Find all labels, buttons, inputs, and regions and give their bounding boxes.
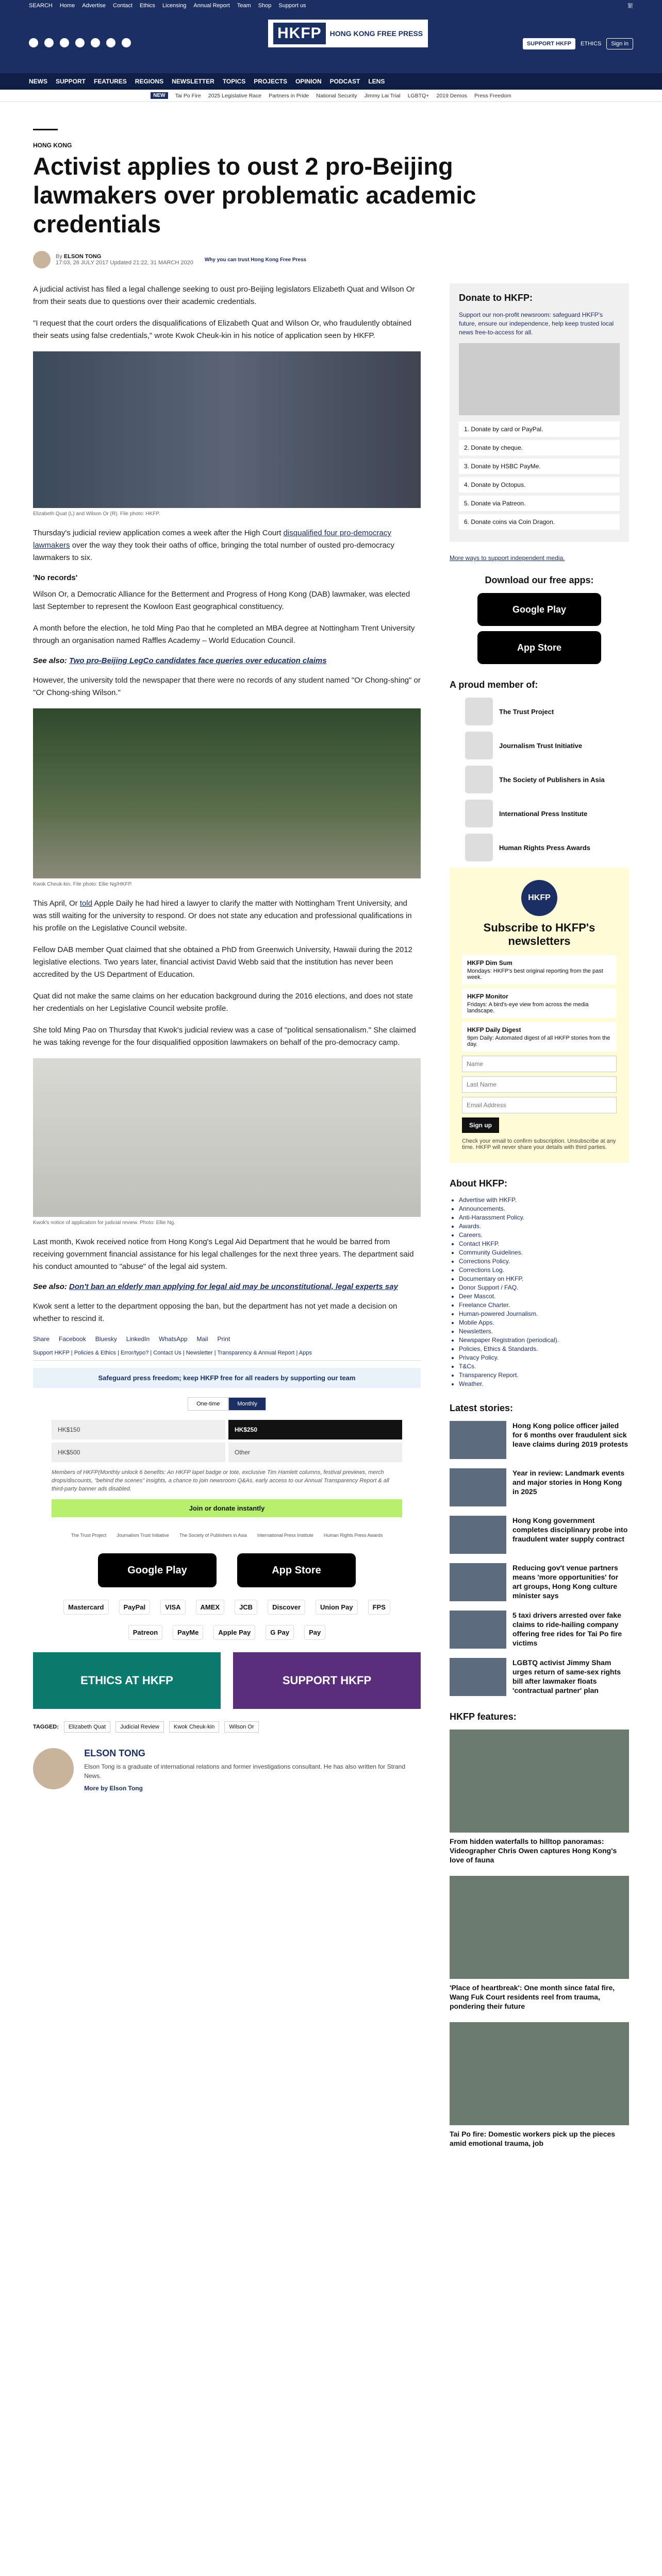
nav-item-newsletter[interactable]: NEWSLETTER [172, 78, 214, 85]
about-title: About HKFP: [450, 1178, 507, 1189]
about-link[interactable]: • Human-powered Journalism. [459, 1310, 629, 1317]
byline [33, 251, 629, 268]
tag[interactable]: Elizabeth Quat [64, 1721, 110, 1733]
membership-perks: Members of HKFP(Monthly unlock 6 benefits: An HKFP lapel badge or tote, exclusive Tim Hamlett columns, festival previews, merch drops/discounts, "behind the scenes" insights, a chance to join newsroom Q&As, early access to our Annual Transparency Report & all third-party banner ads disabled. [52, 1469, 389, 1492]
member-title: A proud member of: [450, 680, 538, 690]
feature-title[interactable]: Tai Po fire: Domestic workers pick up the pieces amid emotional trauma, job [450, 2130, 616, 2147]
instagram-icon[interactable] [60, 38, 69, 47]
google-play-badge[interactable]: Google Play [98, 1553, 217, 1587]
top-link[interactable]: Home [59, 3, 75, 9]
nav-item-podcast[interactable]: PODCAST [329, 78, 360, 85]
author-link[interactable]: ELSON TONG [63, 253, 102, 260]
trust-link[interactable]: Why you can trust Hong Kong Free Press [204, 257, 307, 263]
about-link[interactable]: • Mobile Apps. [459, 1319, 629, 1326]
article-dates: 17:03, 26 JULY 2017 Updated 21:22, 31 MARCH 2020 [56, 260, 193, 266]
donate-option[interactable]: 6. Donate coins via Coin Dragon. [459, 514, 620, 530]
tag[interactable]: Kwok Cheuk-kin [169, 1721, 219, 1733]
about-link[interactable]: • Documentary on HKFP. [459, 1275, 629, 1282]
share-bluesky[interactable]: Bluesky [95, 1335, 117, 1343]
about-link[interactable]: • Donor Support / FAQ. [459, 1284, 629, 1291]
tag[interactable]: Judicial Review [115, 1721, 164, 1733]
member-name: International Press Institute [499, 809, 588, 818]
hrpa-icon [465, 834, 493, 861]
fps-icon: FPS [368, 1600, 390, 1615]
jti-icon [465, 732, 493, 759]
ethics-link[interactable]: ETHICS [581, 41, 602, 47]
hkfp-badge: HKFP [521, 880, 557, 916]
donate-option[interactable]: 4. Donate by Octopus. [459, 477, 620, 493]
member-item[interactable] [465, 732, 629, 759]
site-header [0, 11, 662, 73]
see-also-link[interactable]: Don't ban an elderly man applying for legal aid may be unconstitutional, legal experts say [69, 1282, 398, 1291]
about-link[interactable]: • Policies, Ethics & Standards. [459, 1345, 629, 1352]
signup-button[interactable]: Sign up [462, 1117, 499, 1133]
facebook-icon[interactable] [29, 38, 38, 47]
share-bar [33, 1335, 421, 1343]
share-print[interactable]: Print [217, 1335, 230, 1343]
feature-item[interactable] [450, 2022, 629, 2148]
member-item[interactable] [465, 766, 629, 793]
youtube-icon[interactable] [75, 38, 85, 47]
text: Thursday's judicial review application comes a week after the High Court [33, 529, 284, 537]
author-photo[interactable] [33, 1748, 74, 1789]
visa-icon: VISA [160, 1600, 185, 1615]
newsletter-option[interactable] [462, 955, 617, 985]
story-thumbnail[interactable] [450, 1611, 506, 1649]
paragraph: Kwok sent a letter to the department opposing the ban, but the department has not yet made a decision on whether to rescind it. [33, 1302, 398, 1323]
amex-icon: AMEX [196, 1600, 225, 1615]
new-badge: NEW [151, 92, 168, 99]
feature-thumbnail[interactable] [450, 1730, 629, 1833]
see-also-label: See also: [33, 1282, 67, 1291]
trending-link[interactable]: National Security [316, 92, 357, 99]
author-bio: Elson Tong is a graduate of international relations and former investigations consultant. He has also written for Strand News. [84, 1763, 405, 1780]
amount-option-selected[interactable]: HK$250 [228, 1420, 402, 1439]
about-link[interactable]: • Privacy Policy. [459, 1354, 629, 1361]
pay-icon: Pay [304, 1625, 325, 1640]
article-title: Activist applies to oust 2 pro-Beijing lawmakers over problematic academic credentials [33, 152, 476, 238]
tag[interactable]: Wilson Or [224, 1721, 258, 1733]
google-pay-icon: G Pay [266, 1625, 294, 1640]
story-item[interactable] [450, 1516, 629, 1554]
donate-option[interactable]: 2. Donate by cheque. [459, 440, 620, 455]
inline-link[interactable]: told [79, 899, 93, 908]
donate-blurb[interactable]: Support our non-profit newsroom: safeguard HKFP's future, ensure our independence, help keep trusted local news free-to-access for all. [459, 311, 614, 336]
share-mail[interactable]: Mail [196, 1335, 208, 1343]
text: This April, Or [33, 899, 80, 908]
language-toggle[interactable]: 繁 [627, 3, 633, 9]
nav-item-support[interactable]: SUPPORT [56, 78, 86, 85]
patreon-icon: Patreon [128, 1625, 162, 1640]
feature-thumbnail[interactable] [450, 1876, 629, 1979]
jti-logo[interactable]: Journalism Trust Initiative [117, 1533, 169, 1538]
about-link[interactable]: • Deer Mascot. [459, 1293, 629, 1300]
tag-list [33, 1721, 421, 1733]
nav-item-lens[interactable]: LENS [368, 78, 385, 85]
member-logos-row [33, 1533, 421, 1538]
see-also [33, 1282, 421, 1291]
newsletter-name: HKFP Daily Digest [467, 1026, 521, 1033]
payme-icon: PayMe [173, 1625, 203, 1640]
member-item[interactable] [465, 698, 629, 725]
about-link[interactable]: • Awards. [459, 1223, 629, 1230]
ethics-banner[interactable]: ETHICS AT HKFP [33, 1652, 221, 1709]
about-link[interactable]: • Corrections Log. [459, 1266, 629, 1274]
top-link[interactable]: Team [237, 3, 251, 9]
nav-item-opinion[interactable]: OPINION [295, 78, 322, 85]
payment-methods [52, 1600, 402, 1640]
story-thumbnail[interactable] [450, 1468, 506, 1506]
donate-title: Donate to HKFP: [459, 293, 533, 303]
newsletter-name: HKFP Dim Sum [467, 959, 512, 967]
by-label: By [56, 253, 62, 260]
story-thumbnail[interactable] [450, 1658, 506, 1696]
trending-link[interactable]: Jimmy Lai Trial [364, 92, 401, 99]
nav-item-news[interactable]: NEWS [29, 78, 47, 85]
signin-button[interactable]: Sign in [606, 38, 633, 49]
app-store-badge[interactable]: App Store [477, 631, 601, 664]
story-item[interactable] [450, 1468, 629, 1506]
trending-link[interactable]: Partners in Pride [269, 92, 309, 99]
about-link[interactable]: • Weather. [459, 1380, 629, 1387]
social-icons [29, 38, 131, 47]
inline-link[interactable]: disqualified four pro-democracy lawmakers [33, 529, 391, 550]
story-item[interactable] [450, 1611, 629, 1649]
story-item[interactable] [450, 1658, 629, 1696]
one-time-tab[interactable]: One-time [188, 1397, 228, 1411]
paragraph: A month before the election, he told Ming Pao that he completed an MBA degree at Nottingham Trent University through an organisation named Raffles Academy – World Education Council. [33, 624, 415, 645]
section-heading: 'No records' [33, 573, 78, 582]
apple-pay-icon: Apple Pay [213, 1625, 255, 1640]
jcb-icon: JCB [235, 1600, 257, 1615]
about-link[interactable]: • Transparency Report. [459, 1371, 629, 1379]
feature-item[interactable] [450, 1876, 629, 2011]
top-link[interactable]: Contact [113, 3, 133, 9]
about-link[interactable]: • Announcements. [459, 1205, 629, 1212]
donate-image [459, 343, 620, 415]
newsletter-name: HKFP Monitor [467, 993, 508, 1000]
paragraph [33, 527, 421, 564]
about-link[interactable]: • T&Cs. [459, 1363, 629, 1370]
about-link[interactable]: • Advertise with HKFP. [459, 1196, 629, 1204]
trending-link[interactable]: Press Freedom [474, 92, 511, 99]
more-ways-link[interactable]: More ways to support independent media. [450, 554, 565, 562]
name-field[interactable] [462, 1056, 617, 1072]
paragraph: Fellow DAB member Quat claimed that she obtained a PhD from Greenwich University, Hawaii during the 2012 legislative elections. Two years later, financial activist David Webb said that the institution has never been accredited by the US Department of Education. [33, 945, 412, 979]
latest-title: Latest stories: [450, 1403, 514, 1413]
amount-option[interactable]: HK$150 [52, 1420, 225, 1439]
top-link[interactable]: Ethics [139, 3, 155, 9]
photo-caption: Kwok Cheuk-kin. File photo: Ellie Ng/HKFP. [33, 882, 133, 887]
about-link[interactable]: • Community Guidelines. [459, 1249, 629, 1256]
trending-bar [0, 90, 662, 102]
top-link[interactable]: Shop [258, 3, 272, 9]
site-logo[interactable] [268, 20, 428, 47]
top-link[interactable]: Annual Report [193, 3, 230, 9]
category-kicker[interactable]: HONG KONG [33, 142, 72, 149]
join-donate-button[interactable]: Join or donate instantly [52, 1499, 402, 1517]
story-title[interactable]: Hong Kong police officer jailed for 6 months over fraudulent sick leave claims during 2019 protests [512, 1421, 628, 1448]
member-item[interactable] [465, 800, 629, 827]
support-links-row[interactable]: Support HKFP | Policies & Ethics | Error/typo? | Contact Us | Newsletter | Transparency & Annual Report | Apps [33, 1350, 421, 1361]
trending-link[interactable]: 2019 Demos [436, 92, 467, 99]
trending-link[interactable]: LGBTQ+ [407, 92, 429, 99]
paragraph [33, 897, 421, 935]
feature-title[interactable]: 'Place of heartbreak': One month since fatal fire, Wang Fuk Court residents reel from trauma, pondering their future [450, 1984, 615, 2010]
top-link[interactable]: Advertise [82, 3, 106, 9]
x-icon[interactable] [44, 38, 54, 47]
share-linkedin[interactable]: LinkedIn [126, 1335, 150, 1343]
promo-banners [33, 1652, 421, 1709]
member-name: The Society of Publishers in Asia [499, 775, 605, 784]
feature-item[interactable] [450, 1730, 629, 1865]
support-hkfp-button[interactable]: SUPPORT HKFP [523, 38, 575, 49]
story-title[interactable]: LGBTQ activist Jimmy Sham urges return of same-sex rights bill after lawmaker floats 'contractual partner' plan [512, 1658, 621, 1694]
paragraph: A judicial activist has filed a legal challenge seeking to oust pro-Beijing legislators Elizabeth Quat and Wilson Or from their seats due to questions over their academic credentials. [33, 285, 415, 306]
features-list [450, 1730, 629, 2148]
features-title: HKFP features: [450, 1711, 517, 1722]
sopa-logo[interactable]: The Society of Publishers in Asia [179, 1533, 247, 1538]
app-store-badge[interactable]: App Store [237, 1553, 356, 1587]
feature-thumbnail[interactable] [450, 2022, 629, 2125]
author-more-link[interactable]: More by Elson Tong [84, 1785, 143, 1792]
top-link[interactable]: Licensing [162, 3, 187, 9]
paragraph: Quat did not make the same claims on her education background during the 2016 elections, and does not state her credentials on her Legislative Council website profile. [33, 992, 413, 1013]
donate-option[interactable]: 5. Donate via Patreon. [459, 496, 620, 511]
rss-icon[interactable] [122, 38, 131, 47]
about-link[interactable]: • Careers. [459, 1231, 629, 1239]
article-photo [33, 351, 421, 508]
newsletter-option[interactable] [462, 989, 617, 1018]
top-link[interactable]: Support us [278, 3, 306, 9]
trust-project-logo[interactable]: The Trust Project [71, 1533, 107, 1538]
article-photo [33, 1058, 421, 1217]
kicker-rule [33, 129, 58, 130]
newsletter-desc: Mondays: HKFP's best original reporting from the past week. [467, 968, 603, 980]
article-page [33, 129, 629, 2147]
ipi-logo[interactable]: International Press Institute [257, 1533, 313, 1538]
app-store-badges [33, 1553, 421, 1587]
sopa-icon [465, 766, 493, 793]
about-list [450, 1196, 629, 1387]
email-field[interactable] [462, 1097, 617, 1113]
newsletter-note: Check your email to confirm subscription. Unsubscribe at any time. HKFP will never share your details with third parties. [462, 1138, 616, 1150]
newsletter-box [450, 868, 629, 1163]
newsletter-desc: Fridays: A bird's-eye view from across the media landscape. [467, 1002, 589, 1014]
story-thumbnail[interactable] [450, 1421, 506, 1459]
apps-title: Download our free apps: [485, 575, 594, 585]
paragraph: Wilson Or, a Democratic Alliance for the Betterment and Progress of Hong Kong (DAB) lawmaker, was elected last September to represent the Kowloon East geographical constituency. [33, 590, 410, 611]
story-item[interactable] [450, 1563, 629, 1601]
monthly-tab[interactable]: Monthly [228, 1397, 266, 1411]
nav-item-projects[interactable]: PROJECTS [254, 78, 287, 85]
unionpay-icon: Union Pay [316, 1600, 358, 1615]
donation-amounts [52, 1420, 402, 1462]
discover-icon: Discover [268, 1600, 305, 1615]
ipi-icon [465, 800, 493, 827]
last-name-field[interactable] [462, 1076, 617, 1093]
feature-title[interactable]: From hidden waterfalls to hilltop panoramas: Videographer Chris Owen captures Hong Kong's love of fauna [450, 1837, 617, 1864]
story-title[interactable]: Hong Kong government completes disciplinary probe into fraudulent water supply contract [512, 1516, 628, 1543]
newsletter-option[interactable] [462, 1022, 617, 1052]
hrpa-logo[interactable]: Human Rights Press Awards [323, 1533, 383, 1538]
main-nav [0, 73, 662, 90]
logo-text: HONG KONG FREE PRESS [329, 29, 423, 38]
about-link[interactable]: • Anti-Harassment Policy. [459, 1214, 629, 1221]
about-link[interactable]: • Freelance Charter. [459, 1301, 629, 1309]
donate-option[interactable]: 1. Donate by card or PayPal. [459, 421, 620, 437]
nav-item-topics[interactable]: TOPICS [222, 78, 246, 85]
text: over the way they took their oaths of office, bringing the total number of ousted pro-democracy lawmakers to six. [33, 541, 394, 562]
search-link[interactable]: SEARCH [29, 3, 53, 9]
author-name[interactable]: ELSON TONG [84, 1748, 145, 1758]
donation-frequency-toggle [33, 1397, 421, 1411]
tagged-label: TAGGED: [33, 1724, 59, 1730]
story-title[interactable]: 5 taxi drivers arrested over fake claims to ride-hailing company offering free rides for Tai Po fire victims [512, 1611, 622, 1647]
article-photo [33, 708, 421, 878]
author-avatar[interactable] [33, 251, 51, 268]
donate-option[interactable]: 3. Donate by HSBC PayMe. [459, 459, 620, 474]
newsletter-desc: 9pm Daily: Automated digest of all HKFP stories from the day. [467, 1035, 610, 1047]
mastercard-icon: Mastercard [63, 1600, 108, 1615]
story-title[interactable]: Year in review: Landmark events and major stories in Hong Kong in 2025 [512, 1469, 625, 1496]
story-item[interactable] [450, 1421, 629, 1459]
threads-icon[interactable] [91, 38, 100, 47]
nav-item-regions[interactable]: REGIONS [135, 78, 164, 85]
article-body [33, 283, 421, 1793]
paragraph: Last month, Kwok received notice from Hong Kong's Legal Aid Department that he would be barred from receiving government financial assistance for his legal challenges for the next three years. The department said his conduct amounted to "abuse" of the legal aid system. [33, 1238, 414, 1271]
see-also [33, 656, 421, 665]
paragraph: "I request that the court orders the disqualifications of Elizabeth Quat and Wilson Or, who fraudulently obtained their seats using false credentials," wrote Kwok Cheuk-kin in his notice of application seen by HKFP. [33, 319, 412, 340]
share-whatsapp[interactable]: WhatsApp [159, 1335, 188, 1343]
photo-caption: Kwok's notice of application for judicial review. Photo: Ellie Ng. [33, 1220, 175, 1226]
logo-mark: HKFP [273, 23, 326, 44]
share-label: Share [33, 1335, 50, 1343]
text: Apple Daily he had hired a lawyer to clarify the matter with Nottingham Trent University, and was still waiting for the university to respond. Or does not state any education and professional qualifications in his profile on the Legislative Council website. [33, 899, 412, 933]
member-name: The Trust Project [499, 707, 554, 716]
newsletter-title: Subscribe to HKFP's newsletters [483, 921, 595, 947]
see-also-link[interactable]: Two pro-Beijing LegCo candidates face queries over education claims [69, 656, 327, 665]
amount-option[interactable]: HK$500 [52, 1443, 225, 1462]
member-name: Journalism Trust Initiative [499, 741, 583, 750]
support-banner[interactable]: SUPPORT HKFP [233, 1652, 421, 1709]
bluesky-icon[interactable] [106, 38, 115, 47]
google-play-badge[interactable]: Google Play [477, 593, 601, 626]
trending-link[interactable]: 2025 Legislative Race [208, 92, 262, 99]
share-facebook[interactable]: Facebook [59, 1335, 86, 1343]
about-link[interactable]: • Contact HKFP. [459, 1240, 629, 1247]
photo-caption: Elizabeth Quat (L) and Wilson Or (R). File photo: HKFP. [33, 511, 160, 517]
story-thumbnail[interactable] [450, 1563, 506, 1601]
latest-stories [450, 1421, 629, 1696]
about-link[interactable]: • Newsletters. [459, 1328, 629, 1335]
top-utility-bar [0, 0, 662, 11]
member-name: Human Rights Press Awards [499, 843, 590, 852]
story-title[interactable]: Reducing gov't venue partners means 'more opportunities' for art groups, Hong Kong culture minister says [512, 1564, 619, 1600]
sidebar-app-badges [450, 593, 629, 664]
about-link[interactable]: • Newspaper Registration (periodical). [459, 1336, 629, 1344]
member-item[interactable] [465, 834, 629, 861]
paragraph: However, the university told the newspaper that there were no records of any student named "Or Chong-shing" or "Or Chong-shing Wilson." [33, 676, 421, 697]
paragraph: She told Ming Pao on Thursday that Kwok's judicial review was a case of "political sensationalism." She claimed he was taking revenge for the four disqualified opposition lawmakers on behalf of the pro-democracy camp. [33, 1026, 416, 1047]
donate-box [450, 283, 629, 542]
paypal-icon: PayPal [119, 1600, 151, 1615]
author-box [33, 1748, 421, 1793]
about-link[interactable]: • Corrections Policy. [459, 1258, 629, 1265]
story-thumbnail[interactable] [450, 1516, 506, 1554]
donation-banner: Safeguard press freedom; keep HKFP free for all readers by supporting our team [33, 1368, 421, 1388]
trust-project-icon [465, 698, 493, 725]
see-also-label: See also: [33, 656, 67, 665]
amount-other[interactable]: Other [228, 1443, 402, 1462]
sidebar [450, 283, 629, 2159]
trending-link[interactable]: Tai Po Fire [175, 92, 201, 99]
nav-item-features[interactable]: FEATURES [94, 78, 127, 85]
